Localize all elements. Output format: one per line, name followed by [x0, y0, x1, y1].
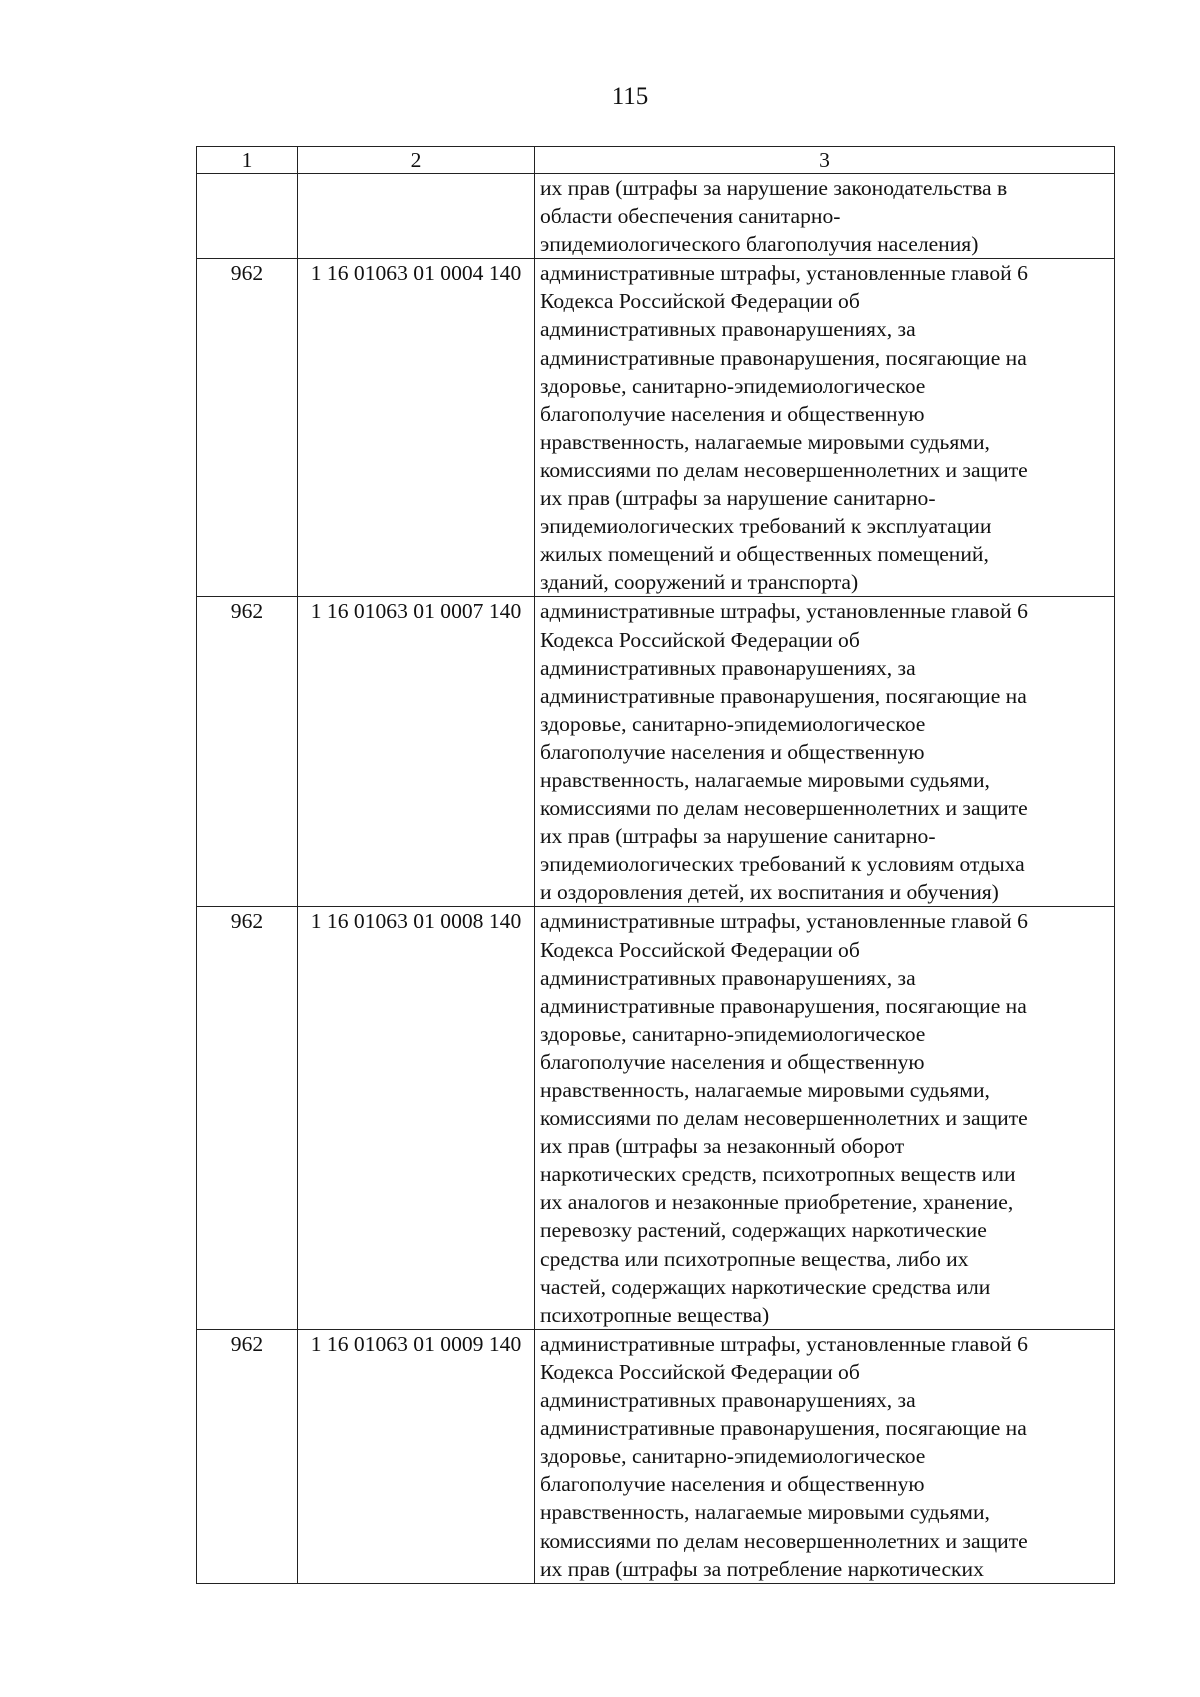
description-line: административных правонарушениях, за: [540, 317, 916, 342]
description-line: благополучие населения и общественную: [540, 401, 925, 426]
description-line: благополучие населения и общественную: [540, 1049, 925, 1074]
description-line: здоровье, санитарно-эпидемиологическое: [540, 711, 926, 736]
description-line: перевозку растений, содержащих наркотические: [540, 1218, 987, 1243]
description-line: Кодекса Российской Федерации об: [540, 627, 860, 652]
description-line: их прав (штрафы за незаконный оборот: [540, 1134, 905, 1159]
description-line: нравственность, налагаемые мировыми судьями,: [540, 1078, 990, 1102]
description-line: жилых помещений и общественных помещений,: [540, 542, 989, 567]
description-line: комиссиями по делам несовершеннолетних и защите: [540, 796, 1028, 821]
description-line: административные штрафы, установленные главой 6: [540, 1331, 1028, 1356]
description-line: зданий, сооружений и транспорта): [540, 570, 859, 595]
description-line: административные штрафы, установленные главой 6: [540, 909, 1028, 934]
description-line: нравственность, налагаемые мировыми судьями,: [540, 1500, 990, 1525]
description-line: здоровье, санитарно-эпидемиологическое: [540, 1021, 926, 1046]
description-line: Кодекса Российской Федерации об: [540, 1359, 860, 1384]
description-line: административных правонарушениях, за: [540, 655, 916, 680]
description-line: административные правонарушения, посягающие на: [540, 993, 1027, 1018]
description-line: комиссиями по делам несовершеннолетних и защите: [540, 457, 1028, 482]
description-line: нравственность, налагаемые мировыми судьями,: [540, 429, 990, 454]
admin-code-cell: 962: [197, 1329, 298, 1583]
description-line: благополучие населения и общественную: [540, 739, 925, 764]
column-header-3: 3: [535, 147, 1115, 174]
budget-code-cell: 1 16 01063 01 0009 140: [298, 1329, 535, 1583]
budget-code-cell: 1 16 01063 01 0007 140: [298, 597, 535, 907]
description-line: благополучие населения и общественную: [540, 1472, 925, 1497]
table-row: [197, 1329, 1115, 1583]
description-line: административные правонарушения, посягающие на: [540, 345, 1027, 370]
admin-code-cell: 962: [197, 597, 298, 907]
table-header-row: [197, 147, 1115, 174]
description-line: административные правонарушения, посягающие на: [540, 683, 1027, 708]
description-line: эпидемиологических требований к условиям отдыха: [540, 852, 1025, 877]
description-line: административных правонарушениях, за: [540, 1388, 916, 1413]
admin-code-cell: 962: [197, 259, 298, 597]
description-line: нравственность, налагаемые мировыми судьями,: [540, 767, 990, 792]
description-line: здоровье, санитарно-эпидемиологическое: [540, 1444, 926, 1469]
column-header-1: 1: [197, 147, 298, 174]
description-line: комиссиями по делам несовершеннолетних и защите: [540, 1106, 1028, 1131]
budget-code-cell: [298, 174, 535, 259]
description-line: Кодекса Российской Федерации об: [540, 937, 860, 962]
fines-table: [196, 146, 1115, 1584]
description-line: области обеспечения санитарно-: [540, 204, 841, 229]
description-line: наркотических средств, психотропных веществ или: [540, 1162, 1016, 1187]
table-row: [197, 259, 1115, 597]
description-line: и оздоровления детей, их воспитания и обучения): [540, 880, 999, 905]
description-line: комиссиями по делам несовершеннолетних и защите: [540, 1528, 1028, 1553]
description-line: здоровье, санитарно-эпидемиологическое: [540, 373, 926, 398]
description-cell: [535, 1329, 1115, 1583]
description-line: административные штрафы, установленные главой 6: [540, 599, 1028, 624]
description-line: их прав (штрафы за потребление наркотических: [540, 1556, 984, 1581]
description-cell: [535, 597, 1115, 907]
page-number: 115: [611, 83, 649, 110]
budget-code-cell: 1 16 01063 01 0008 140: [298, 907, 535, 1329]
admin-code-cell: 962: [197, 907, 298, 1329]
table-body: [197, 147, 1115, 1584]
description-line: административных правонарушениях, за: [540, 965, 916, 990]
description-cell: [535, 174, 1115, 259]
description-line: их прав (штрафы за нарушение санитарно-: [540, 824, 936, 849]
description-line: их прав (штрафы за нарушение законодательства в: [540, 176, 1008, 200]
budget-code-cell: 1 16 01063 01 0004 140: [298, 259, 535, 597]
table-row: [197, 597, 1115, 907]
description-line: их прав (штрафы за нарушение санитарно-: [540, 486, 936, 511]
description-line: эпидемиологического благополучия населения): [540, 232, 979, 257]
column-header-2: 2: [298, 147, 535, 174]
description-line: психотропные вещества): [540, 1302, 770, 1327]
description-line: Кодекса Российской Федерации об: [540, 289, 860, 314]
description-cell: [535, 259, 1115, 597]
description-cell: [535, 907, 1115, 1329]
description-line: средства или психотропные вещества, либо их: [540, 1246, 969, 1271]
description-line: частей, содержащих наркотические средства или: [540, 1274, 991, 1299]
description-line: эпидемиологических требований к эксплуатации: [540, 514, 992, 539]
table-row: [197, 174, 1115, 259]
table-row: [197, 907, 1115, 1329]
description-line: их аналогов и незаконные приобретение, хранение,: [540, 1190, 1014, 1215]
admin-code-cell: [197, 174, 298, 259]
description-line: административные штрафы, установленные главой 6: [540, 261, 1028, 286]
description-line: административные правонарушения, посягающие на: [540, 1416, 1027, 1441]
